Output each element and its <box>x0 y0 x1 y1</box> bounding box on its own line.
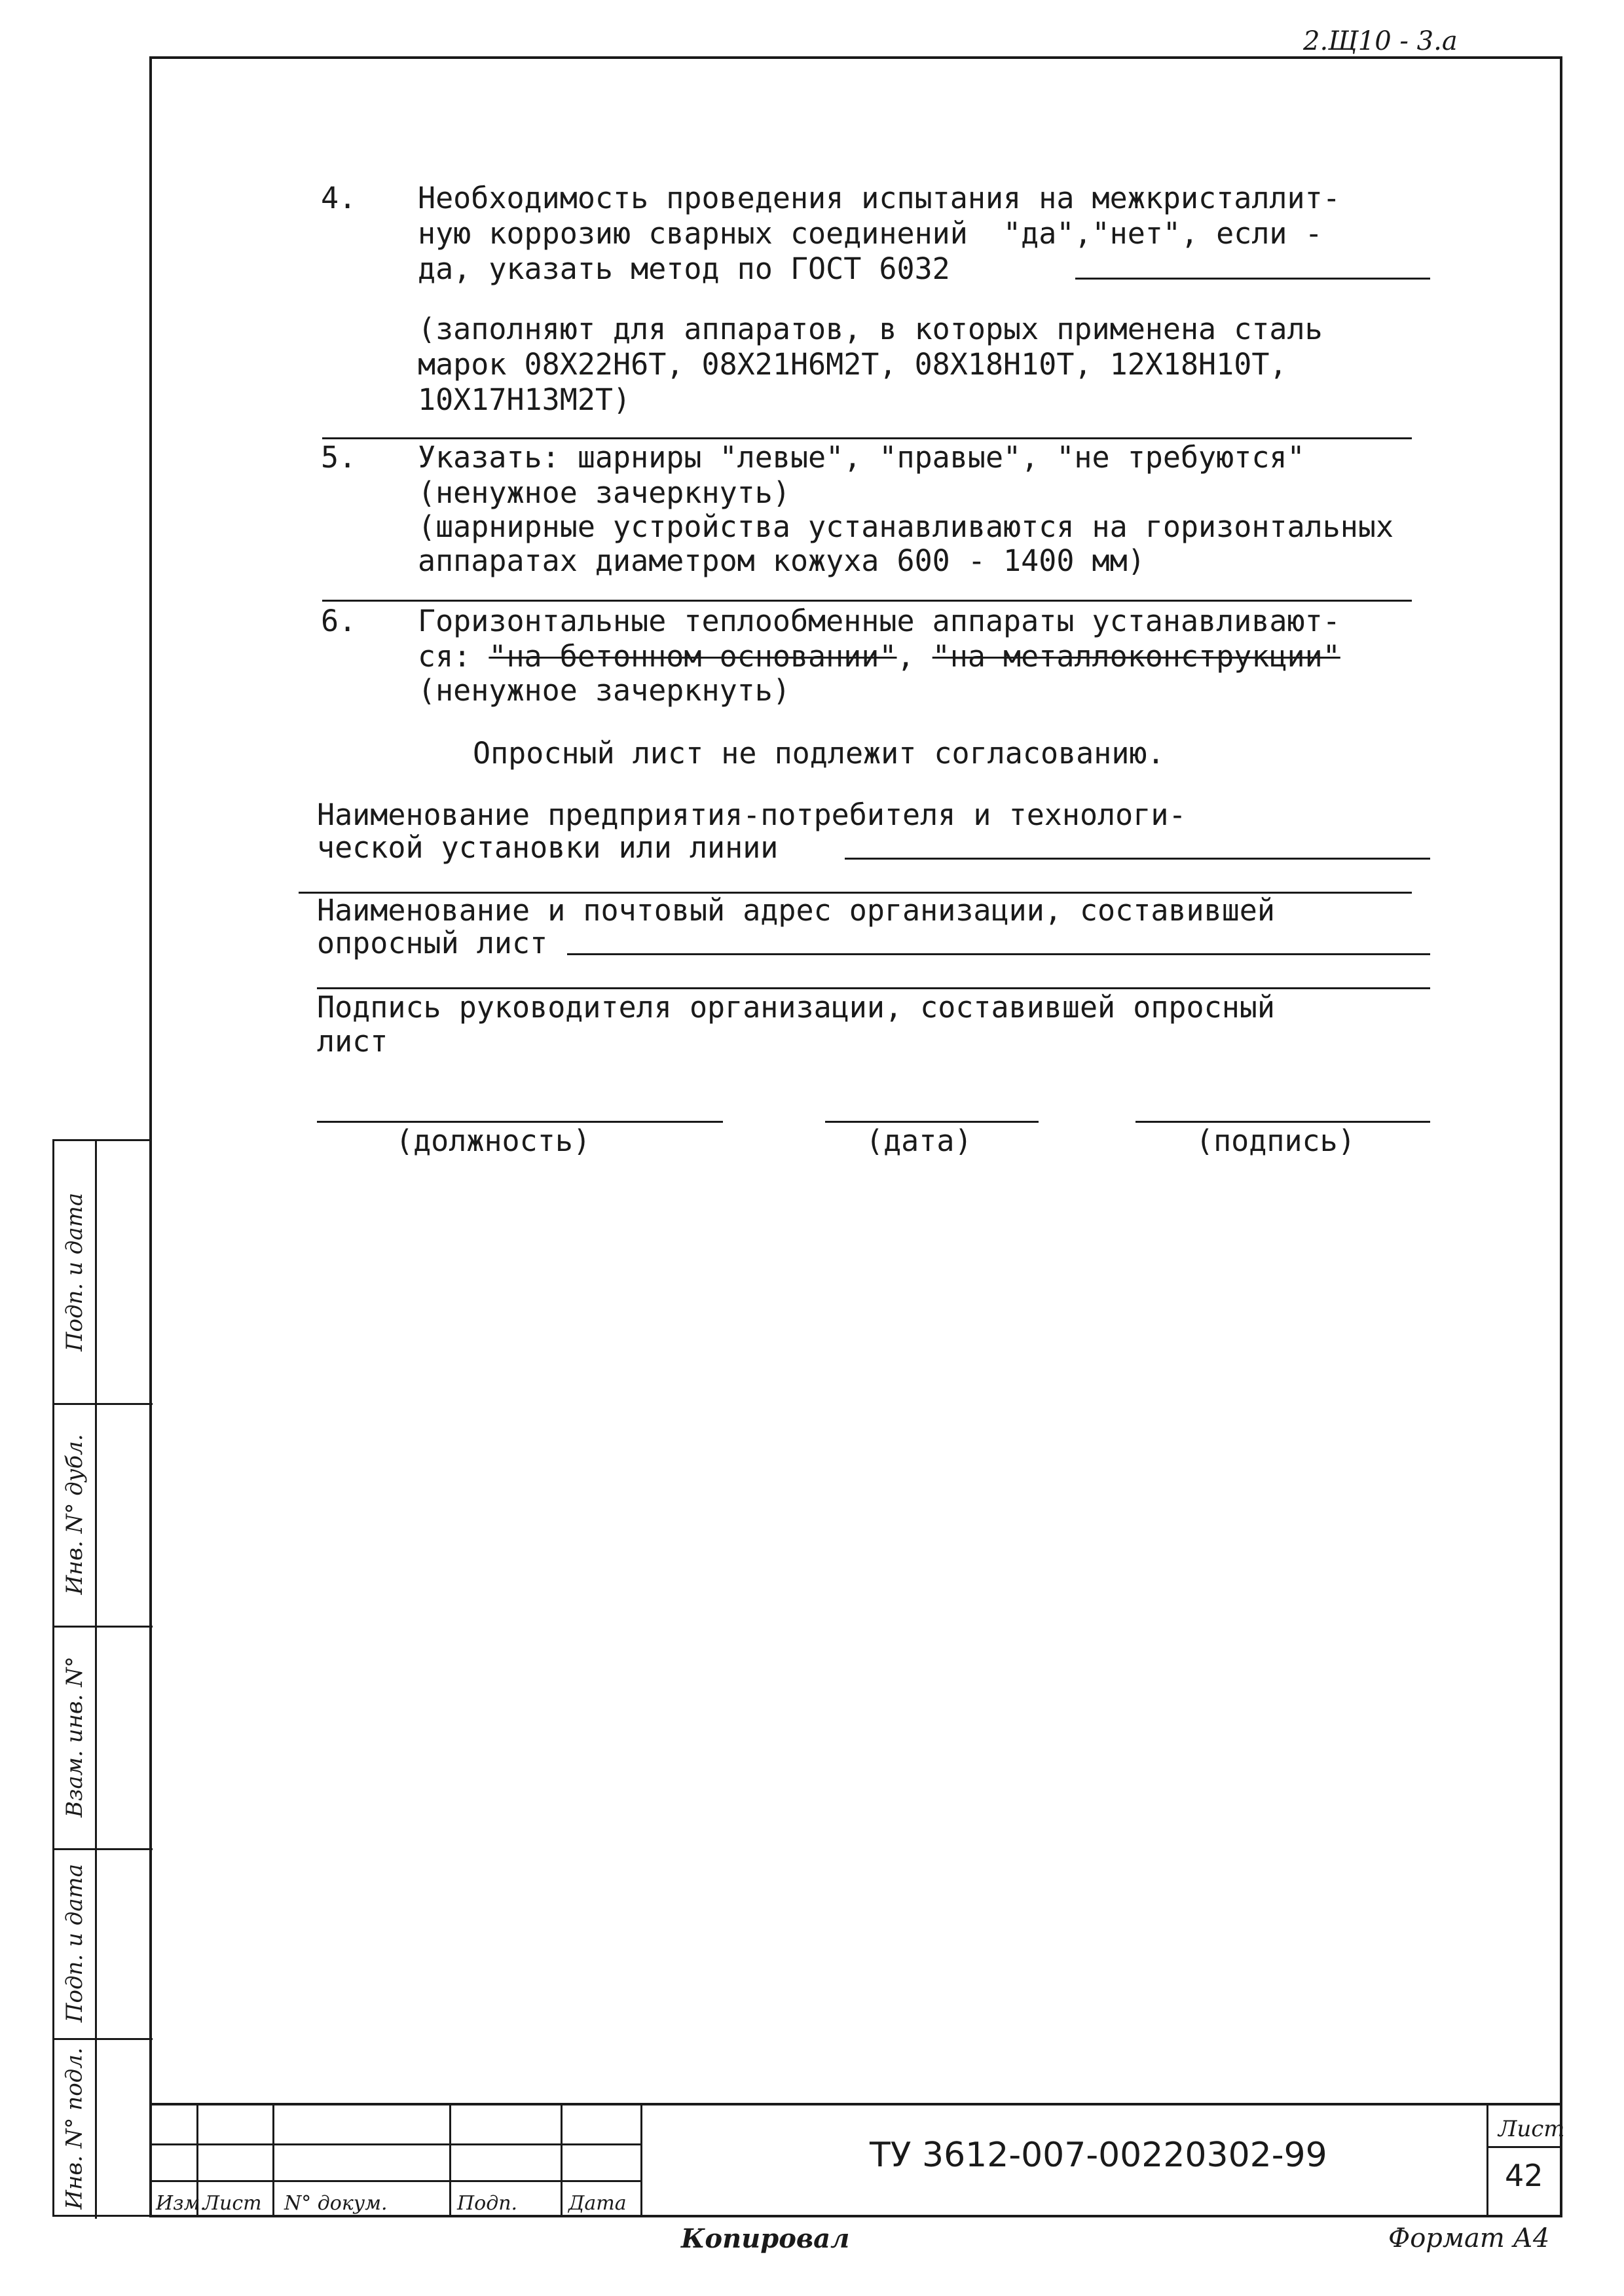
item-6-number: 6. <box>321 604 357 638</box>
side-stamp-replace-inv: Взам. инв. N° <box>62 1656 88 1818</box>
side-stamp-sign-date-2: Подп. и дата <box>62 1863 88 2023</box>
consumer-field-line[interactable] <box>845 858 1430 860</box>
title-block <box>149 2103 1565 2217</box>
sign-field-line[interactable] <box>1135 1121 1430 1123</box>
item-5-line-2: (ненужное зачеркнуть) <box>418 475 790 510</box>
divider-after-item-5 <box>322 600 1412 602</box>
column-date: Дата <box>568 2192 627 2215</box>
item-4-line-1: Необходимость проведения испытания на межкристаллит- <box>418 181 1340 215</box>
column-change: Изм. <box>156 2192 206 2215</box>
item-6-separator: , <box>896 639 932 674</box>
side-stamp-dupl-inv: Инв. N° дубл. <box>62 1434 88 1595</box>
item-4-line-2: ную коррозию сварных соединений "да","нет", если - <box>418 216 1323 251</box>
item-6-option-concrete[interactable]: "на бетонном основании" <box>489 639 897 674</box>
item-5-line-3: (шарнирные устройства устанавливаются на горизонтальных <box>418 509 1394 544</box>
item-4-number: 4. <box>321 181 357 215</box>
signature-line-2: лист <box>317 1024 388 1059</box>
item-4-note-1: (заполняют для аппаратов, в которых применена сталь <box>418 312 1323 346</box>
item-5-line-1: Указать: шарниры "левые", "правые", "не требуются" <box>418 440 1305 475</box>
caption-position: (должность) <box>396 1123 591 1158</box>
item-6-prefix: ся: <box>418 639 489 674</box>
side-stamp <box>52 1139 151 2217</box>
item-4-line-3: да, указать метод по ГОСТ 6032 <box>418 251 950 286</box>
column-document: N° докум. <box>284 2192 388 2215</box>
paper-format: Формат А4 <box>1388 2223 1550 2253</box>
signature-line-1: Подпись руководителя организации, составившей опросный <box>317 990 1275 1025</box>
item-6-line-3: (ненужное зачеркнуть) <box>418 673 790 708</box>
column-sheet: Лист <box>203 2192 262 2215</box>
date-field-line[interactable] <box>825 1121 1039 1123</box>
corner-mark: 2.Щ10 - 3.а <box>1303 26 1458 56</box>
side-stamp-sign-date-1: Подп. и дата <box>62 1192 88 1352</box>
sheet-label: Лист <box>1498 2116 1565 2142</box>
item-6-line-1: Горизонтальные теплообменные аппараты устанавливают- <box>418 604 1340 638</box>
item-4-note-3: 10Х17Н13М2Т) <box>418 382 631 417</box>
organization-line-1: Наименование и почтовый адрес организации, составившей <box>317 893 1275 928</box>
caption-date: (дата) <box>866 1123 972 1158</box>
item-5-line-4: аппаратах диаметром кожуха 600 - 1400 мм) <box>418 543 1145 578</box>
item-4-note-2: марок 08Х22Н6Т, 08Х21Н6М2Т, 08Х18Н10Т, 12Х18Н10Т, <box>418 347 1287 382</box>
approval-note: Опросный лист не подлежит согласованию. <box>473 736 1165 771</box>
item-5-number: 5. <box>321 440 357 475</box>
caption-signature: (подпись) <box>1196 1123 1356 1158</box>
divider-after-item-4 <box>322 437 1412 439</box>
organization-field-line[interactable] <box>567 953 1430 955</box>
consumer-line-1: Наименование предприятия-потребителя и технологи- <box>317 797 1187 832</box>
position-field-line[interactable] <box>317 1121 723 1123</box>
item-4-answer-line[interactable] <box>1075 278 1430 280</box>
sheet-number: 42 <box>1505 2158 1543 2193</box>
organization-field-line-2[interactable] <box>317 987 1430 989</box>
side-stamp-orig-inv: Инв. N° подл. <box>62 2047 88 2210</box>
organization-line-2: опросный лист <box>317 926 548 960</box>
consumer-line-2: ческой установки или линии <box>317 830 779 865</box>
column-signature: Подп. <box>457 2192 518 2215</box>
item-6-line-2 <box>418 639 1340 674</box>
copied-by: Копировал <box>681 2223 850 2254</box>
item-6-option-steel[interactable]: "на металлоконструкции" <box>932 639 1340 674</box>
document-designation: ТУ 3612-007-00220302-99 <box>870 2136 1327 2175</box>
